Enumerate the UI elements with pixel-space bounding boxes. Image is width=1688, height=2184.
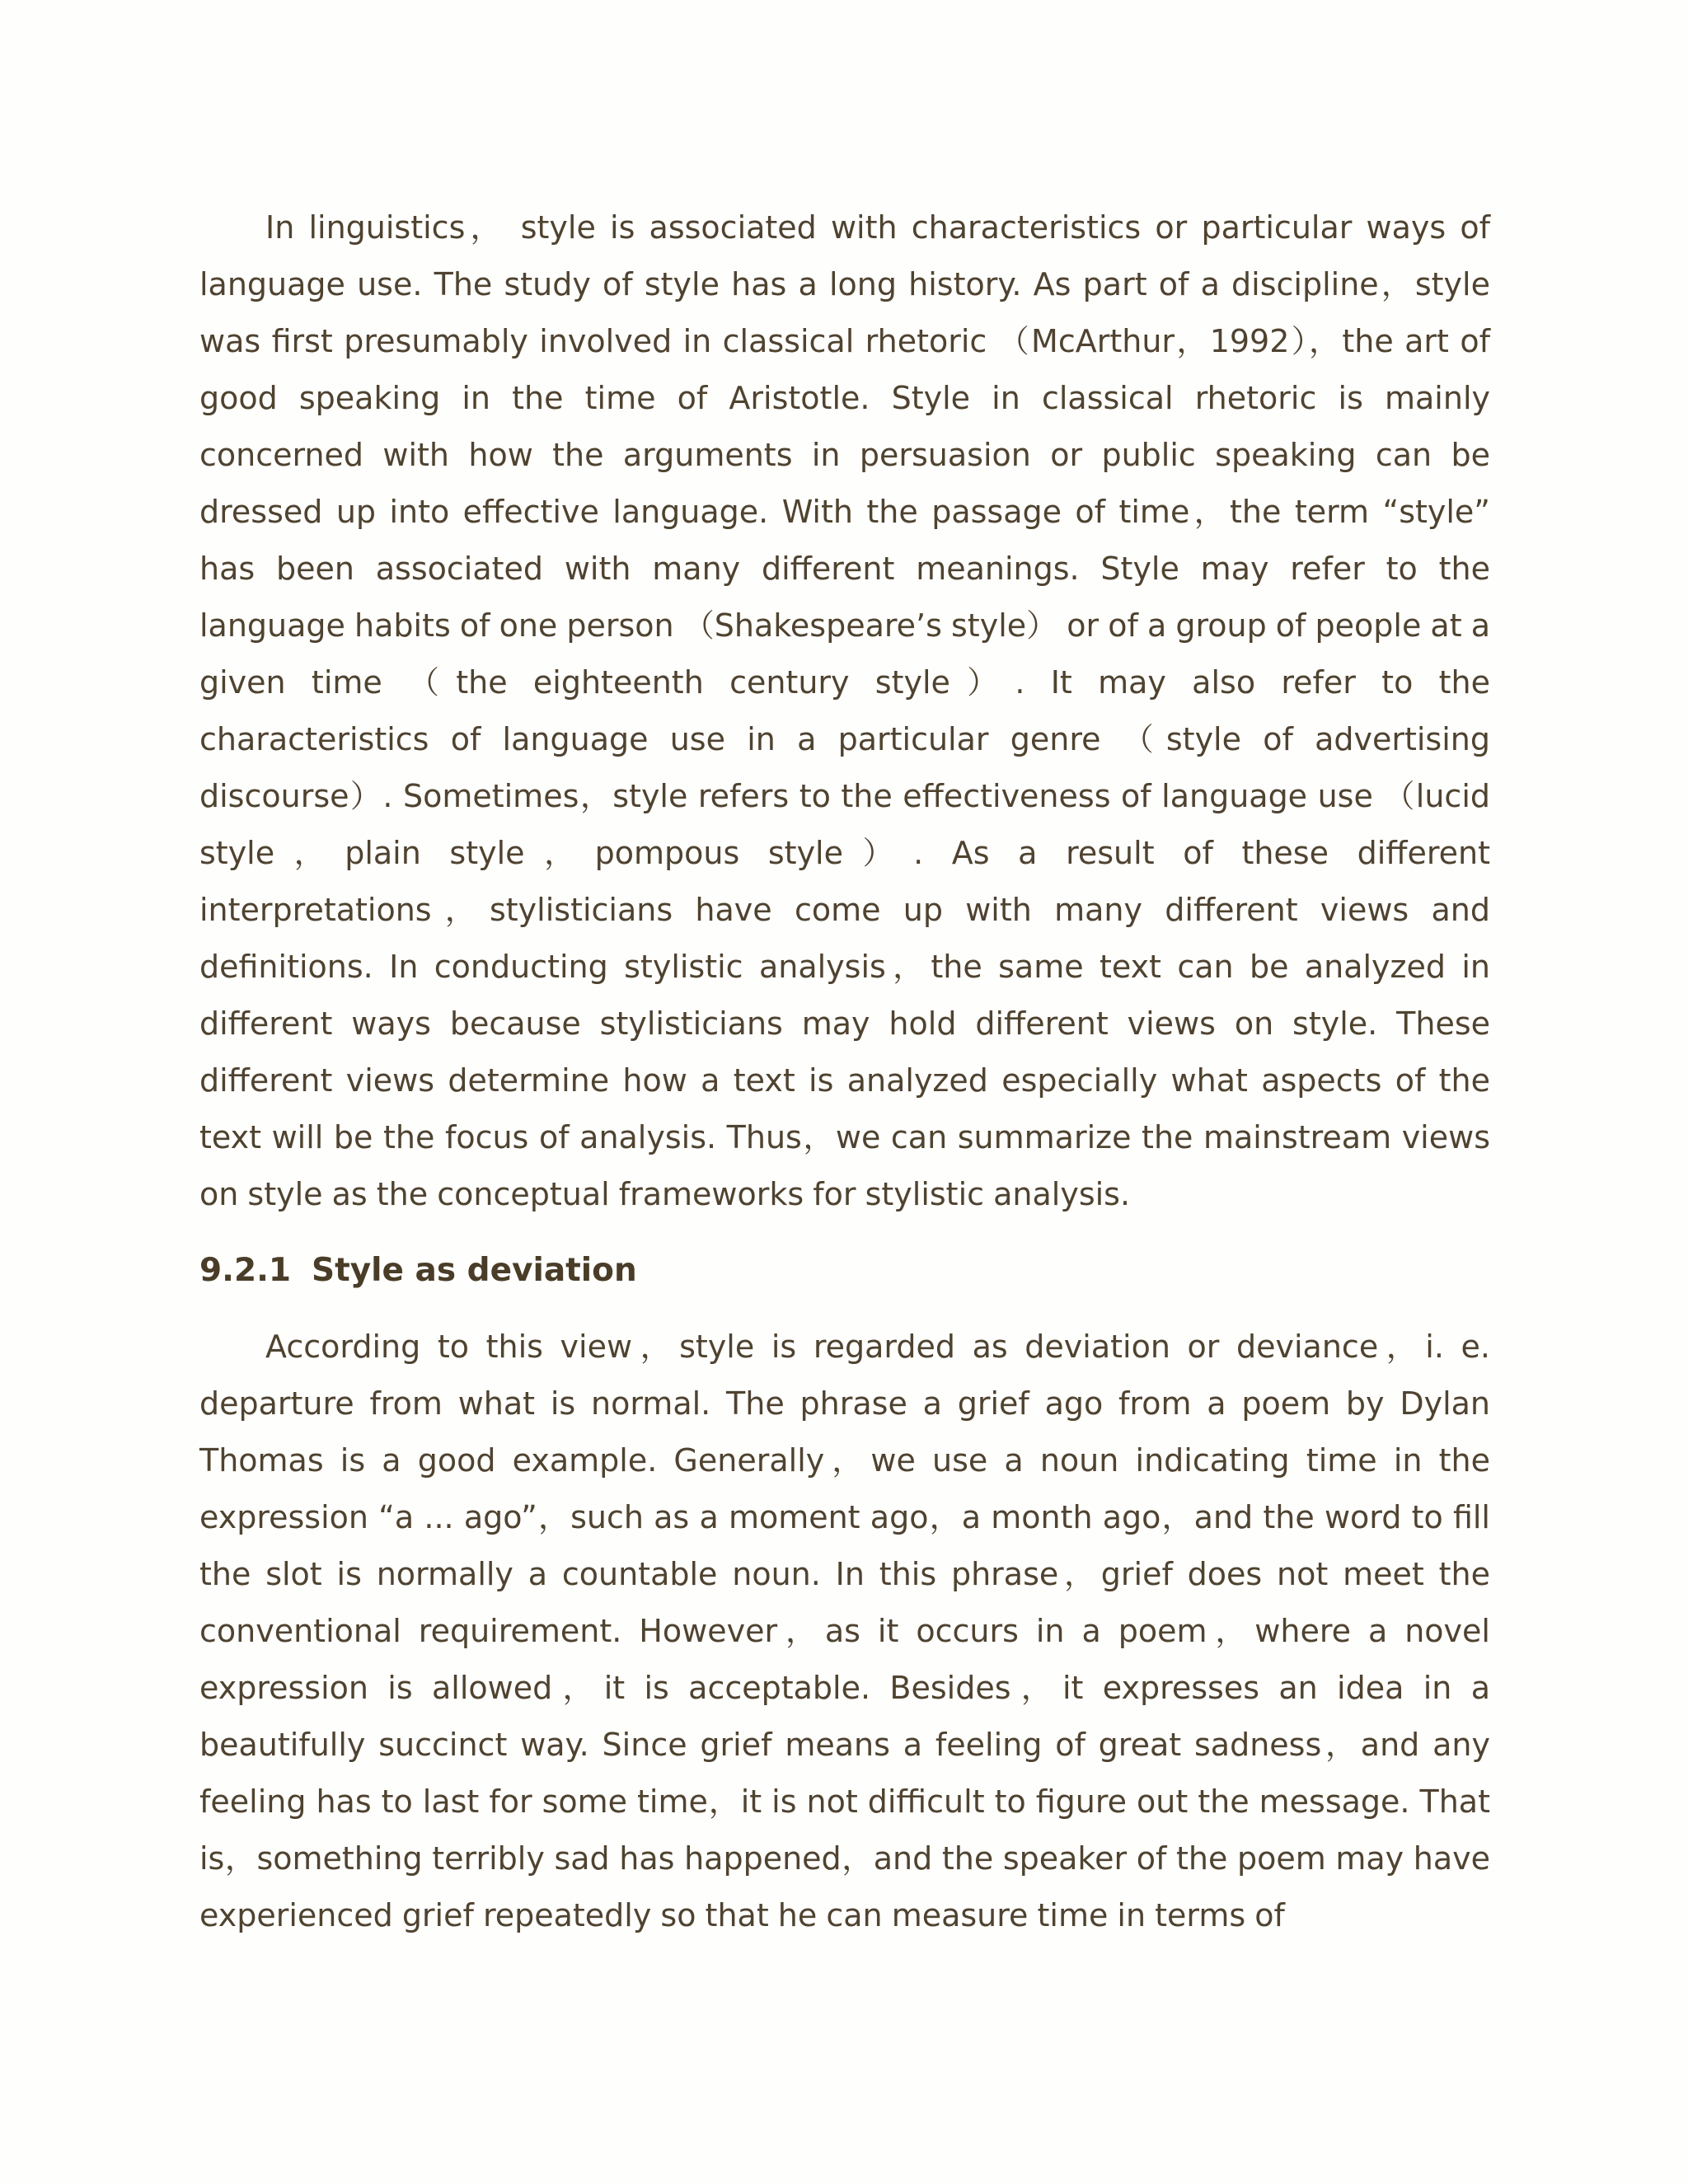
section-title: Style as deviation	[312, 1252, 637, 1289]
document-page	[199, 199, 1490, 1944]
body-paragraph-2: According to this view，style is regarded as deviation or deviance，i. e. departure from what is normal. The phrase a grief ago from a poem by Dylan Thomas is a good example. Generally，we use a noun indicating time in the expression “a ... ago”，such as a moment ago，a month ago，and the word to fill the slot is normally a countable noun. In this phrase，grief does not meet the conventional requirement. However，as it occurs in a poem，where a novel expression is allowed，it is acceptable. Besides，it expresses an idea in a beautifully succinct way. Since grief means a feeling of great sadness，and any feeling has to last for some time，it is not difficult to figure out the message. That is，something terribly sad has happened，and the speaker of the poem may have experienced grief repeatedly so that he can measure time in terms of	[199, 1329, 1490, 1933]
body-paragraph-1: In linguistics， style is associated with characteristics or particular ways of language use. The study of style has a long history. As part of a discipline，style was first presumably involved in classical rhetoric （McArthur，1992），the art of good speaking in the time of Aristotle. Style in classical rhetoric is mainly concerned with how the arguments in persuasion or public speaking can be dressed up into effective language. With the passage of time，the term “style” has been associated with many different meanings. Style may refer to the language habits of one person （Shakespeare’s style） or of a group of people at a given time （the eighteenth century style）. It may also refer to the characteristics of language use in a particular genre （style of advertising discourse）. Sometimes，style refers to the effectiveness of language use （lucid style，plain style，pompous style）. As a result of these different interpretations，stylisticians have come up with many different views and definitions. In conducting stylistic analysis，the same text can be analyzed in different ways because stylisticians may hold different views on style. These different views determine how a text is analyzed especially what aspects of the text will be the focus of analysis. Thus，we can summarize the mainstream views on style as the conceptual frameworks for stylistic analysis.	[199, 209, 1490, 1212]
section-number: 9.2.1	[199, 1252, 292, 1289]
section-heading	[199, 1246, 1490, 1296]
